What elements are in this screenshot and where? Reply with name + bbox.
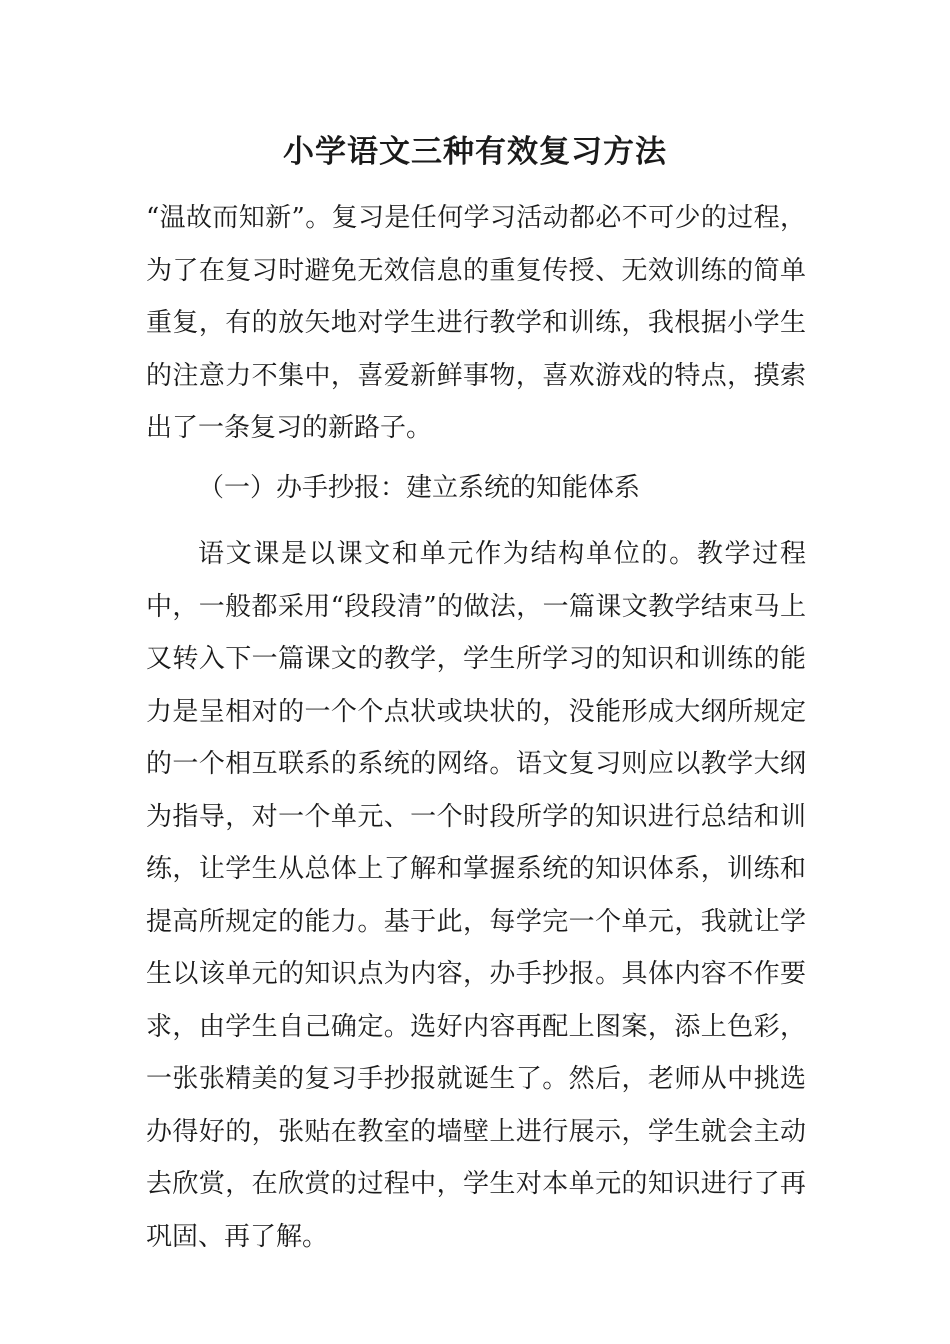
body-paragraph: 语文课是以课文和单元作为结构单位的。教学过程中，一般都采用“段段清”的做法，一篇课文教学结束马上又转入下一篇课文的教学，学生所学习的知识和训练的能力是呈相对的一个个点状或块状的，没能形成大纲所规定的一个相互联系的系统的网络。语文复习则应以教学大纲为指导，对一个单元、一个时段所学的知识进行总结和训练，让学生从总体上了解和掌握系统的知识体系，训练和提高所规定的能力。基于此，每学完一个单元，我就让学生以该单元的知识点为内容，办手抄报。具体内容不作要求，由学生自己确定。选好内容再配上图案，添上色彩，一张张精美的复习手抄报就诞生了。然后，老师从中挑选办得好的，张贴在教室的墙壁上进行展示，学生就会主动去欣赏，在欣赏的过程中，学生对本单元的知识进行了再巩固、再了解。 [146, 539, 806, 1252]
document-title: 小学语文三种有效复习方法 [283, 134, 667, 170]
intro-paragraph: “温故而知新”。复习是任何学习活动都必不可少的过程，为了在复习时避免无效信息的重复传授、无效训练的简单重复，有的放矢地对学生进行教学和训练，我根据小学生的注意力不集中，喜爱新鲜事物，喜欢游戏的特点，摸索出了一条复习的新路子。 [146, 203, 806, 443]
section-heading: （一）办手抄报：建立系统的知能体系 [198, 473, 641, 503]
